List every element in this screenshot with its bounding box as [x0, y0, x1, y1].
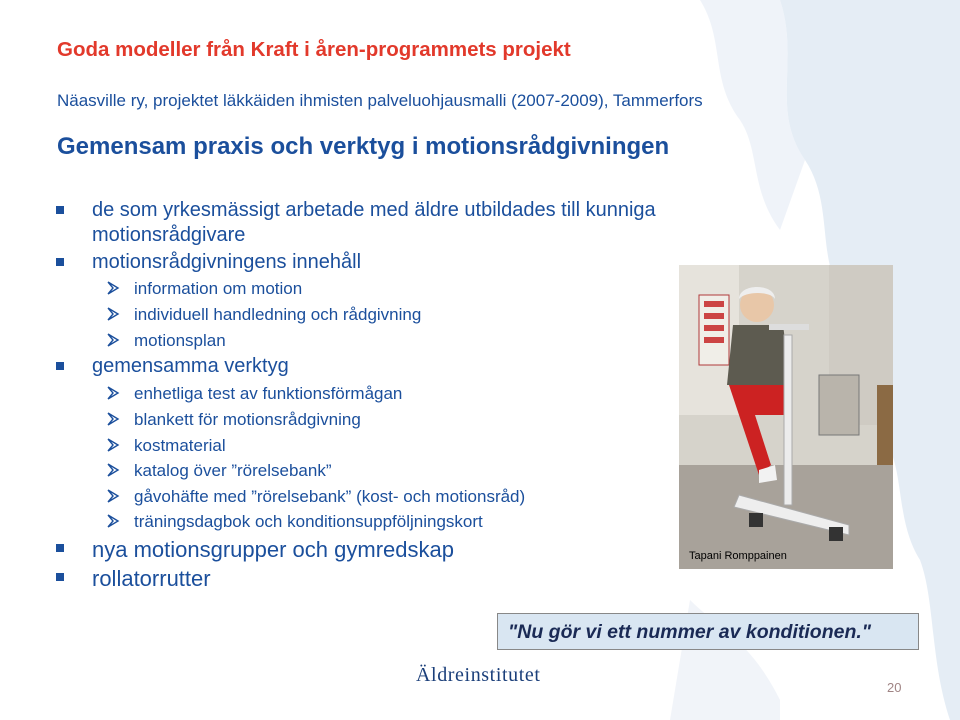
arrow-bullet-icon — [106, 307, 120, 321]
sub-bullet-item — [134, 279, 302, 299]
sub-bullet-text: katalog över ”rörelsebank” — [134, 461, 332, 480]
square-bullet-icon — [56, 573, 64, 581]
sub-bullet-text: gåvohäfte med ”rörelsebank” (kost- och motionsråd) — [134, 487, 526, 506]
slide-subtitle: Gemensam praxis och verktyg i motionsrådgivningen — [57, 133, 670, 160]
exercise-photo — [679, 265, 893, 569]
organization-logo-text: Äldreinstitutet — [416, 664, 541, 686]
sub-bullet-item — [134, 305, 421, 325]
bullet-item — [92, 566, 211, 592]
sub-bullet-item — [134, 384, 402, 404]
bullet-text: gemensamma verktyg — [92, 355, 289, 377]
arrow-bullet-icon — [106, 412, 120, 426]
sub-bullet-item — [134, 487, 525, 507]
square-bullet-icon — [56, 258, 64, 266]
bullet-text: nya motionsgrupper och gymredskap — [92, 537, 454, 562]
arrow-bullet-icon — [106, 489, 120, 503]
sub-bullet-item — [134, 512, 483, 532]
exercise-photo-illustration — [679, 265, 893, 569]
arrow-bullet-icon — [106, 281, 120, 295]
sub-bullet-text: träningsdagbok och konditionsuppföljningskort — [134, 512, 483, 531]
arrow-bullet-icon — [106, 438, 120, 452]
arrow-bullet-icon — [106, 386, 120, 400]
bullet-text: de som yrkesmässigt arbetade med äldre utbildades till kunniga — [92, 199, 656, 221]
arrow-bullet-icon — [106, 463, 120, 477]
bullet-text: motionsrådgivningens innehåll — [92, 251, 362, 273]
sub-bullet-text: kostmaterial — [134, 436, 226, 455]
bullet-text: rollatorrutter — [92, 566, 211, 591]
project-description: Näasville ry, projektet läkkäiden ihmisten palveluohjausmalli (2007-2009), Tammerfors — [57, 91, 703, 110]
square-bullet-icon — [56, 544, 64, 552]
page-number: 20 — [887, 680, 902, 695]
sub-bullet-text: information om motion — [134, 279, 303, 298]
bullet-text: motionsrådgivare — [92, 224, 246, 246]
sub-bullet-text: motionsplan — [134, 331, 226, 350]
sub-bullet-text: blankett för motionsrådgivning — [134, 410, 361, 429]
photo-credit: Tapani Romppainen — [689, 550, 787, 562]
sub-bullet-item — [134, 436, 226, 456]
quote-box — [497, 613, 919, 650]
sub-bullet-item — [134, 410, 361, 430]
bullet-item — [92, 199, 656, 222]
sub-bullet-text: individuell handledning och rådgivning — [134, 305, 422, 324]
bullet-item — [92, 251, 361, 274]
bullet-item-continuation — [92, 224, 245, 247]
square-bullet-icon — [56, 206, 64, 214]
quote-text: "Nu gör vi ett nummer av konditionen." — [508, 621, 872, 643]
slide-title: Goda modeller från Kraft i åren-programmets projekt — [57, 38, 571, 61]
bullet-item — [92, 537, 454, 563]
arrow-bullet-icon — [106, 514, 120, 528]
bullet-item — [92, 355, 289, 378]
sub-bullet-item — [134, 461, 331, 481]
square-bullet-icon — [56, 362, 64, 370]
sub-bullet-item — [134, 331, 226, 351]
arrow-bullet-icon — [106, 333, 120, 347]
sub-bullet-text: enhetliga test av funktionsförmågan — [134, 384, 403, 403]
